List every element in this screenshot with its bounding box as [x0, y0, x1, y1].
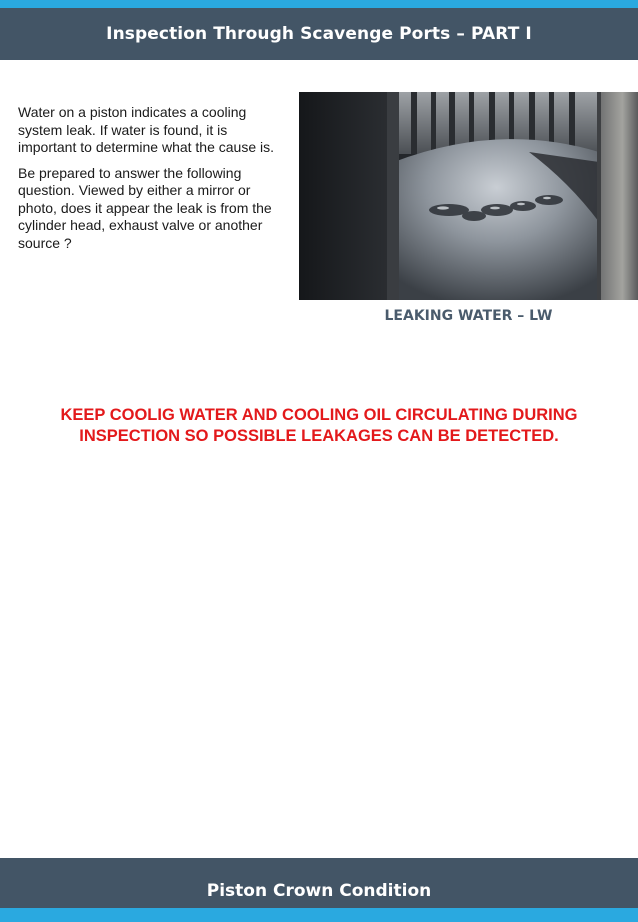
warning-notice: KEEP COOLIG WATER AND COOLING OIL CIRCULATING DURING INSPECTION SO POSSIBLE LEAKAGES CAN BE DETECTED. [60, 406, 578, 445]
photo-caption: LEAKING WATER – LW [384, 308, 553, 324]
body-paragraph-2: Be prepared to answer the following question. Viewed by either a mirror or photo, does it appear the leak is from the cylinder head, exhaust valve or another source ? [18, 164, 272, 251]
page-title: Inspection Through Scavenge Ports – PART I [106, 24, 532, 44]
leaking-water-photo [299, 92, 638, 300]
footer-bar [0, 858, 638, 908]
body-paragraph-1: Water on a piston indicates a cooling system leak. If water is found, it is important to determine what the cause is. [18, 104, 275, 155]
body-text-block [18, 104, 286, 260]
header-bar [0, 8, 638, 60]
top-accent-stripe [0, 0, 638, 8]
bottom-accent-stripe [0, 908, 638, 922]
footer-title: Piston Crown Condition [206, 881, 432, 901]
